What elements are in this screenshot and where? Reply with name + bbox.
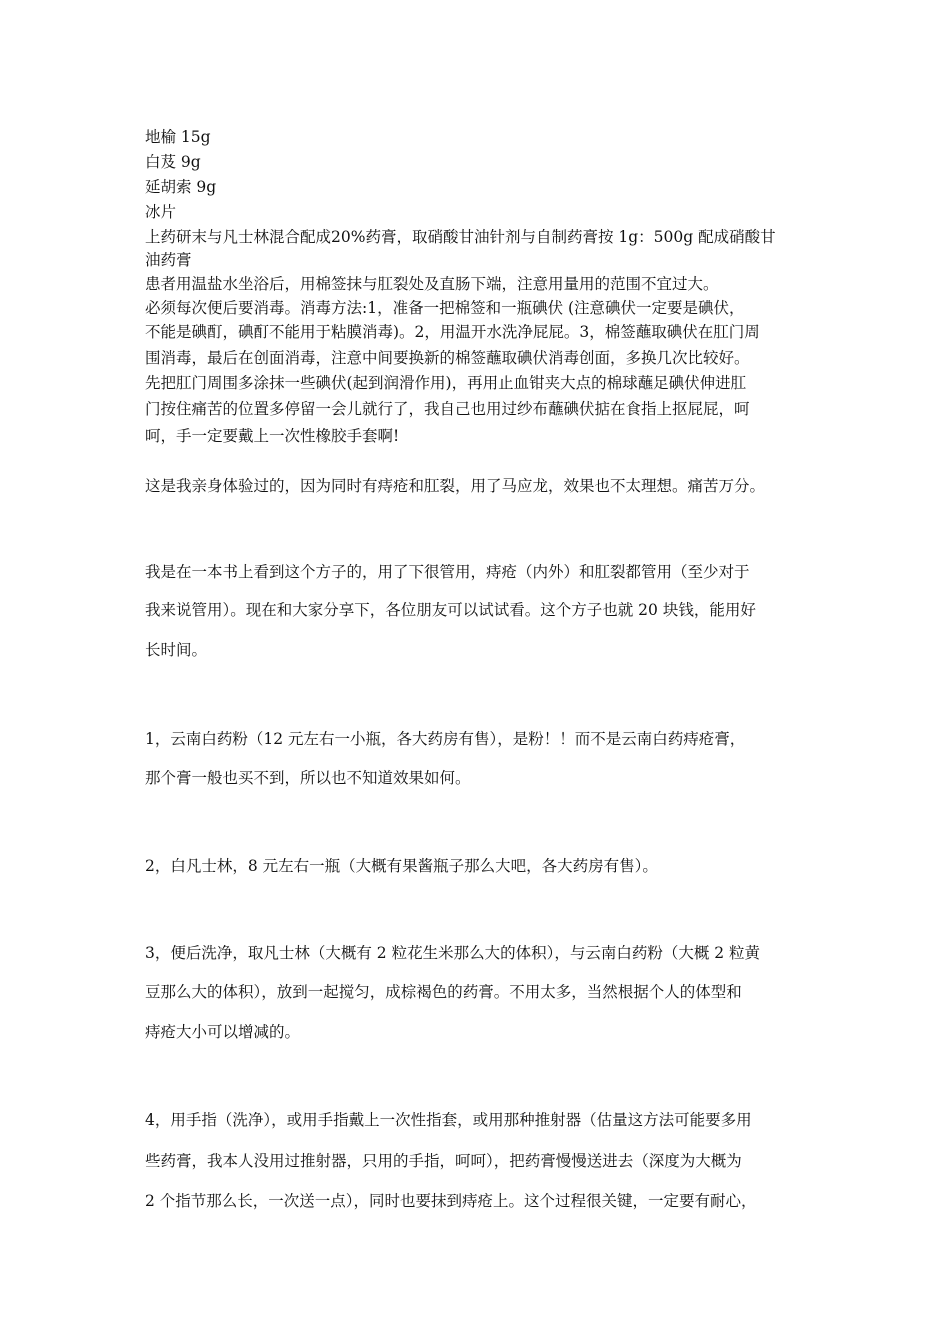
preparation-line: 上药研末与凡士林混合配成20%药膏，取硝酸甘油针剂与自制药膏按 1g：500g 配成硝酸甘 — [145, 228, 776, 246]
disinfection-line: 先把肛门周围多涂抹一些碘伏(起到润滑作用)，再用止血钳夹大点的棉球蘸足碘伏伸进肛 — [145, 374, 747, 392]
step4-line: 4，用手指（洗净），或用手指戴上一次性指套，或用那种推射器（估量这方法可能要多用 — [145, 1111, 752, 1129]
disinfection-line: 围消毒，最后在创面消毒，注意中间要换新的棉签蘸取碘伏消毒创面，多换几次比较好。 — [145, 349, 750, 367]
ingredient-line: 白芨 9g — [145, 153, 201, 171]
step3-line: 痔疮大小可以增减的。 — [145, 1023, 301, 1041]
ingredient-line: 延胡索 9g — [145, 178, 217, 196]
preparation-line: 油药膏 — [145, 251, 192, 269]
disinfection-line: 门按住痛苦的位置多停留一会儿就行了，我自己也用过纱布蘸碘伏掂在食指上抠屁屁，呵 — [145, 400, 750, 418]
ingredient-line: 冰片 — [145, 203, 177, 221]
step3-line: 3，便后洗净，取凡士林（大概有 2 粒花生米那么大的体积），与云南白药粉（大概 2 粒黄 — [145, 944, 761, 962]
step2-line: 2，白凡士林，8 元左右一瓶（大概有果酱瓶子那么大吧，各大药房有售）。 — [145, 857, 658, 875]
step1-line: 那个膏一般也买不到，所以也不知道效果如何。 — [145, 769, 471, 787]
intro-line: 我是在一本书上看到这个方子的，用了下很管用，痔疮（内外）和肛裂都管用（至少对于 — [145, 563, 750, 581]
step4-line: 2 个指节那么长，一次送一点），同时也要抹到痔疮上。这个过程很关键，一定要有耐心， — [145, 1192, 757, 1210]
ingredient-line: 地榆 15g — [145, 128, 211, 146]
step1-line: 1，云南白药粉（12 元左右一小瓶，各大药房有售），是粉！！而不是云南白药痔疮膏， — [145, 730, 746, 748]
intro-line: 我来说管用）。现在和大家分享下，各位朋友可以试试看。这个方子也就 20 块钱，能用好 — [145, 601, 756, 619]
usage-line: 患者用温盐水坐浴后，用棉签抹与肛裂处及直肠下端，注意用量用的范围不宜过大。 — [145, 275, 719, 293]
step3-line: 豆那么大的体积），放到一起搅匀，成棕褐色的药膏。不用太多，当然根据个人的体型和 — [145, 983, 742, 1001]
disinfection-line: 呵，手一定要戴上一次性橡胶手套啊! — [145, 427, 400, 445]
step4-line: 些药膏，我本人没用过推射器，只用的手指，呵呵），把药膏慢慢送进去（深度为大概为 — [145, 1152, 742, 1170]
experience-paragraph: 这是我亲身体验过的，因为同时有痔疮和肛裂，用了马应龙，效果也不太理想。痛苦万分。 — [145, 477, 766, 495]
intro-line: 长时间。 — [145, 641, 208, 659]
disinfection-line: 不能是碘酊，碘酊不能用于粘膜消毒)。2，用温开水洗净屁屁。3，棉签蘸取碘伏在肛门周 — [145, 323, 760, 341]
disinfection-line: 必须每次便后要消毒。消毒方法:1，准备一把棉签和一瓶碘伏 (注意碘伏一定要是碘伏， — [145, 299, 745, 317]
